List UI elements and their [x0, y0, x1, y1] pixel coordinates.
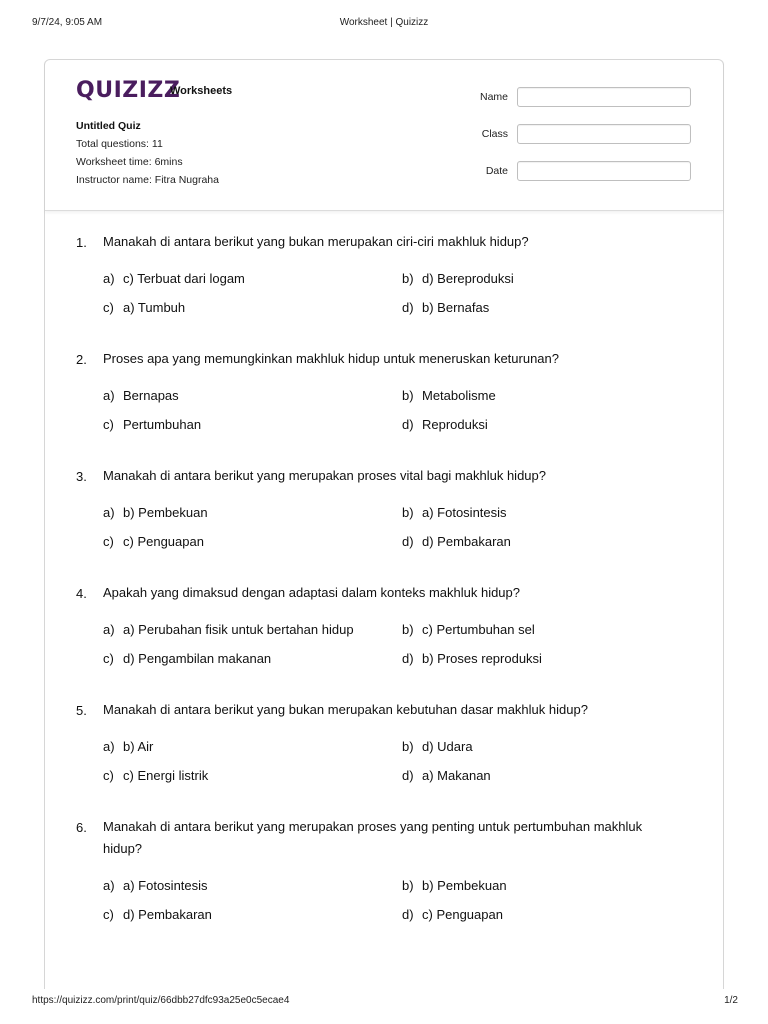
option-text: b) Pembekuan	[123, 505, 208, 520]
print-page-title: Worksheet | Quizizz	[339, 17, 429, 28]
option-text: d) Bereproduksi	[422, 271, 514, 286]
option-letter: a)	[103, 271, 115, 286]
option-letter: c)	[103, 907, 114, 922]
name-label: Name	[479, 91, 508, 103]
option-text: b) Bernafas	[422, 300, 490, 315]
option-d[interactable]	[402, 651, 542, 666]
date-label: Date	[485, 165, 508, 177]
option-letter: a)	[103, 622, 115, 637]
question-number: 5.	[76, 703, 87, 718]
quiz-title: Untitled Quiz	[76, 120, 141, 132]
class-field[interactable]	[517, 124, 691, 144]
question-number: 1.	[76, 235, 87, 250]
option-text: a) Perubahan fisik untuk bertahan hidup	[123, 622, 354, 637]
option-letter: a)	[103, 878, 115, 893]
option-letter: d)	[402, 651, 414, 666]
option-letter: a)	[103, 388, 115, 403]
question-text: Proses apa yang memungkinkan makhluk hidup untuk meneruskan keturunan?	[103, 351, 559, 366]
option-text: d) Udara	[422, 739, 473, 754]
worksheet-page	[44, 59, 724, 989]
question-text: Manakah di antara berikut yang merupakan proses vital bagi makhluk hidup?	[103, 468, 546, 483]
option-c[interactable]	[103, 651, 271, 666]
option-letter: d)	[402, 417, 414, 432]
option-letter: d)	[402, 907, 414, 922]
option-text: a) Fotosintesis	[123, 878, 208, 893]
instructor-name: Instructor name: Fitra Nugraha	[76, 174, 219, 186]
question-text: Manakah di antara berikut yang bukan merupakan kebutuhan dasar makhluk hidup?	[103, 702, 588, 717]
option-a[interactable]	[103, 878, 208, 893]
option-text: b) Proses reproduksi	[422, 651, 542, 666]
option-letter: b)	[402, 739, 414, 754]
option-a[interactable]	[103, 622, 354, 637]
option-text: d) Pembakaran	[123, 907, 212, 922]
option-letter: d)	[402, 534, 414, 549]
option-text: Metabolisme	[422, 388, 496, 403]
print-header	[0, 17, 768, 31]
option-letter: c)	[103, 417, 114, 432]
product-name: Worksheets	[170, 85, 233, 97]
option-letter: b)	[402, 505, 414, 520]
option-text: d) Pembakaran	[422, 534, 511, 549]
option-c[interactable]	[103, 768, 208, 783]
option-text: c) Pertumbuhan sel	[422, 622, 535, 637]
option-text: a) Makanan	[422, 768, 491, 783]
option-d[interactable]	[402, 417, 488, 432]
option-letter: d)	[402, 768, 414, 783]
quizizz-logo: QUIZIZZ	[76, 78, 181, 103]
class-label: Class	[481, 128, 508, 140]
option-letter: a)	[103, 505, 115, 520]
option-letter: b)	[402, 388, 414, 403]
option-text: d) Pengambilan makanan	[123, 651, 272, 666]
page-number: 1/2	[724, 995, 738, 1006]
date-field[interactable]	[517, 161, 691, 181]
option-letter: b)	[402, 622, 414, 637]
option-letter: c)	[103, 768, 114, 783]
option-text: c) Energi listrik	[123, 768, 209, 783]
option-text: b) Pembekuan	[422, 878, 507, 893]
option-b[interactable]	[402, 388, 496, 403]
option-text: a) Fotosintesis	[422, 505, 507, 520]
option-c[interactable]	[103, 300, 185, 315]
question-number: 4.	[76, 586, 87, 601]
name-field[interactable]	[517, 87, 691, 107]
question-number: 6.	[76, 820, 87, 835]
option-d[interactable]	[402, 300, 489, 315]
question-number: 3.	[76, 469, 87, 484]
option-text: a) Tumbuh	[123, 300, 186, 315]
option-text: Pertumbuhan	[123, 417, 202, 432]
option-letter: a)	[103, 739, 115, 754]
question-text: Apakah yang dimaksud dengan adaptasi dalam konteks makhluk hidup?	[103, 585, 520, 600]
option-a[interactable]	[103, 505, 208, 520]
worksheet-time: Worksheet time: 6mins	[76, 156, 183, 168]
question-text: Manakah di antara berikut yang bukan merupakan ciri-ciri makhluk hidup?	[103, 234, 529, 249]
option-letter: c)	[103, 534, 114, 549]
option-letter: d)	[402, 300, 414, 315]
option-text: c) Terbuat dari logam	[123, 271, 245, 286]
option-b[interactable]	[402, 622, 535, 637]
option-text: b) Air	[123, 739, 154, 754]
option-b[interactable]	[402, 739, 473, 754]
option-text: c) Penguapan	[422, 907, 503, 922]
option-letter: c)	[103, 300, 114, 315]
option-b[interactable]	[402, 505, 507, 520]
option-text: Bernapas	[123, 388, 179, 403]
option-text: c) Penguapan	[123, 534, 204, 549]
question-text: Manakah di antara berikut yang merupakan proses yang penting untuk pertumbuhan makhluk hidup?	[103, 819, 643, 856]
option-a[interactable]	[103, 739, 153, 754]
option-d[interactable]	[402, 534, 511, 549]
option-letter: b)	[402, 271, 414, 286]
option-c[interactable]	[103, 417, 201, 432]
option-b[interactable]	[402, 271, 514, 286]
question-number: 2.	[76, 352, 87, 367]
worksheet-header	[45, 60, 723, 211]
option-letter: c)	[103, 651, 114, 666]
option-b[interactable]	[402, 878, 507, 893]
print-url: https://quizizz.com/print/quiz/66dbb27dfc93a25e0c5ecae4	[32, 995, 290, 1006]
option-d[interactable]	[402, 907, 503, 922]
total-questions: Total questions: 11	[76, 138, 163, 150]
option-a[interactable]	[103, 271, 245, 286]
print-timestamp: 9/7/24, 9:05 AM	[32, 17, 103, 28]
option-letter: b)	[402, 878, 414, 893]
option-d[interactable]	[402, 768, 491, 783]
option-c[interactable]	[103, 534, 204, 549]
option-c[interactable]	[103, 907, 212, 922]
option-a[interactable]	[103, 388, 179, 403]
option-text: Reproduksi	[422, 417, 488, 432]
